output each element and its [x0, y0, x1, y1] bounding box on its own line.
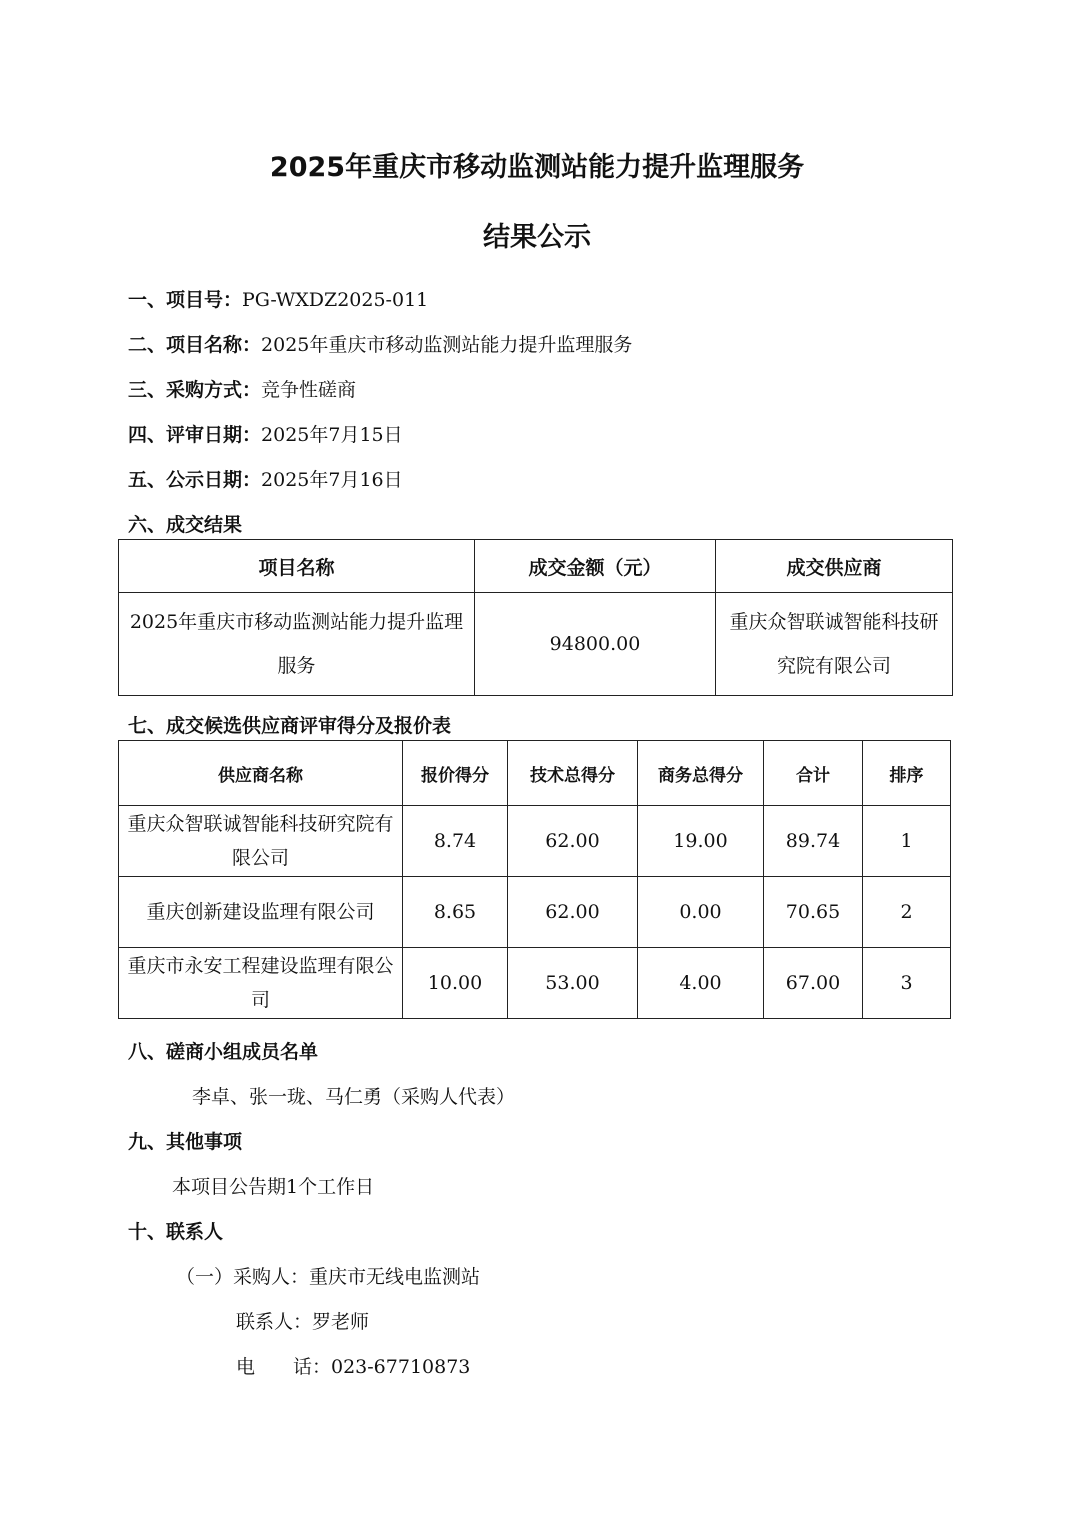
table-row [119, 877, 951, 948]
contact-phone: 电 话：023-67710873 [236, 1356, 471, 1378]
section-result-heading: 六、成交结果 [128, 514, 243, 536]
header-cell: 项目名称 [119, 540, 475, 593]
other-notes: 本项目公告期1个工作日 [172, 1176, 375, 1198]
supplier-cell: 重庆市永安工程建设监理有限公司 [119, 948, 403, 1019]
score-table [118, 740, 951, 1019]
supplier-cell: 重庆创新建设监理有限公司 [119, 877, 403, 948]
document-title: 2025年重庆市移动监测站能力提升监理服务 [269, 152, 805, 183]
section-procurement-method [128, 375, 356, 402]
section-label: 五、公示日期： [128, 469, 262, 491]
header-cell: 技术总得分 [508, 741, 638, 806]
section-label: 一、项目号： [128, 289, 243, 311]
header-cell: 供应商名称 [119, 741, 403, 806]
business-score-cell: 0.00 [638, 877, 764, 948]
business-score-cell: 19.00 [638, 806, 764, 877]
header-cell: 报价得分 [403, 741, 508, 806]
header-cell: 排序 [863, 741, 951, 806]
result-table [118, 539, 953, 696]
table-row [119, 806, 951, 877]
supplier-cell: 重庆众智联诚智能科技研究院有限公司 [119, 806, 403, 877]
panel-members: 李卓、张一珑、马仁勇（采购人代表） [192, 1086, 516, 1108]
section-contact-heading: 十、联系人 [128, 1221, 224, 1243]
header-cell: 商务总得分 [638, 741, 764, 806]
section-project-number [128, 285, 428, 312]
section-value: 2025年重庆市移动监测站能力提升监理服务 [261, 334, 633, 356]
business-score-cell: 4.00 [638, 948, 764, 1019]
tech-score-cell: 62.00 [508, 877, 638, 948]
section-value: 竞争性磋商 [261, 379, 357, 401]
tech-score-cell: 62.00 [508, 806, 638, 877]
section-publication-date [128, 465, 403, 492]
amount-cell: 94800.00 [475, 593, 716, 696]
table-header-row [119, 741, 951, 806]
header-cell: 成交金额（元） [475, 540, 716, 593]
section-label: 三、采购方式： [128, 379, 262, 401]
header-cell: 成交供应商 [716, 540, 953, 593]
project-name-cell: 2025年重庆市移动监测站能力提升监理服务 [119, 593, 475, 696]
total-cell: 67.00 [764, 948, 863, 1019]
section-panel-heading: 八、磋商小组成员名单 [128, 1041, 319, 1063]
section-review-date [128, 420, 403, 447]
tech-score-cell: 53.00 [508, 948, 638, 1019]
section-other-heading: 九、其他事项 [128, 1131, 243, 1153]
document-subtitle: 结果公示 [483, 222, 591, 253]
contact-purchaser: （一）采购人：重庆市无线电监测站 [176, 1266, 481, 1288]
contact-person: 联系人：罗老师 [236, 1311, 370, 1333]
rank-cell: 2 [863, 877, 951, 948]
section-label: 四、评审日期： [128, 424, 262, 446]
section-score-heading: 七、成交候选供应商评审得分及报价表 [128, 715, 452, 737]
total-cell: 89.74 [764, 806, 863, 877]
price-score-cell: 8.74 [403, 806, 508, 877]
rank-cell: 1 [863, 806, 951, 877]
table-header-row [119, 540, 953, 593]
section-value: 2025年7月15日 [261, 424, 403, 446]
section-project-name [128, 330, 632, 357]
price-score-cell: 10.00 [403, 948, 508, 1019]
table-row [119, 593, 953, 696]
price-score-cell: 8.65 [403, 877, 508, 948]
table-row [119, 948, 951, 1019]
header-cell: 合计 [764, 741, 863, 806]
total-cell: 70.65 [764, 877, 863, 948]
supplier-cell: 重庆众智联诚智能科技研究院有限公司 [716, 593, 953, 696]
section-value: PG-WXDZ2025-011 [242, 289, 429, 311]
section-value: 2025年7月16日 [261, 469, 403, 491]
rank-cell: 3 [863, 948, 951, 1019]
section-label: 二、项目名称： [128, 334, 262, 356]
